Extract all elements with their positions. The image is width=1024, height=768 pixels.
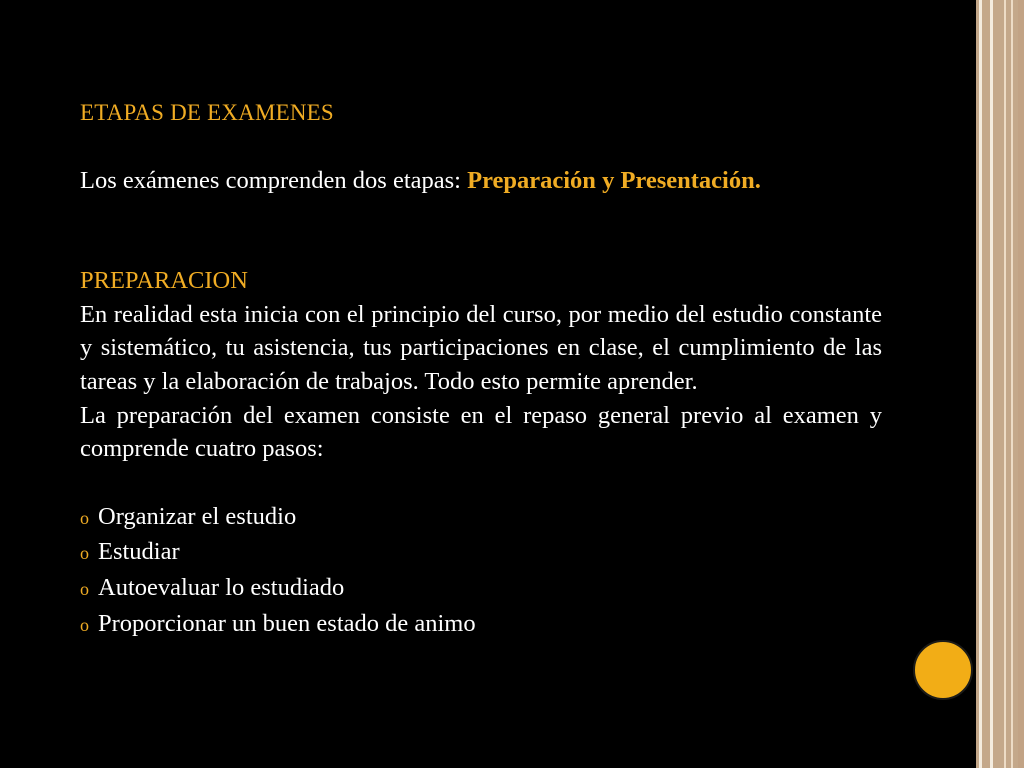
step-label: Organizar el estudio xyxy=(98,502,297,530)
bullet-icon: o xyxy=(80,507,89,528)
spacer xyxy=(80,130,882,164)
step-label: Proporcionar un buen estado de animo xyxy=(98,609,476,637)
spacer xyxy=(80,197,882,264)
right-border-decoration xyxy=(976,0,1024,768)
border-stripe xyxy=(1004,0,1006,768)
spacer xyxy=(80,466,882,500)
section-heading: PREPARACION xyxy=(80,267,248,295)
list-item xyxy=(80,571,882,607)
intro-highlight: Preparación y Presentación. xyxy=(467,166,761,194)
border-stripe xyxy=(990,0,993,768)
section-paragraph-2: La preparación del examen consiste en el repaso general previo al examen y comprende cuatro pasos: xyxy=(80,401,882,463)
border-stripe xyxy=(1018,0,1024,768)
intro-paragraph xyxy=(80,164,882,198)
step-label: Autoevaluar lo estudiado xyxy=(98,573,345,601)
bullet-icon: o xyxy=(80,543,89,564)
steps-list xyxy=(80,500,882,642)
bullet-icon: o xyxy=(80,614,89,635)
step-label: Estudiar xyxy=(98,538,180,566)
list-item xyxy=(80,500,882,536)
slide-title: ETAPAS DE EXAMENES xyxy=(80,100,334,125)
intro-text: Los exámenes comprenden dos etapas: xyxy=(80,166,468,194)
list-item xyxy=(80,535,882,571)
border-stripe xyxy=(1011,0,1013,768)
border-stripe xyxy=(979,0,982,768)
slide-content xyxy=(80,96,882,642)
accent-circle xyxy=(913,640,973,700)
section-paragraph-1: En realidad esta inicia con el principio del curso, por medio del estudio constante y sistemático, tu asistencia, tus participaciones en clase, el cumplimiento de las tareas y la elaboración de trabajos. Todo esto permite aprender. xyxy=(80,300,882,395)
bullet-icon: o xyxy=(80,578,89,599)
list-item xyxy=(80,607,882,643)
